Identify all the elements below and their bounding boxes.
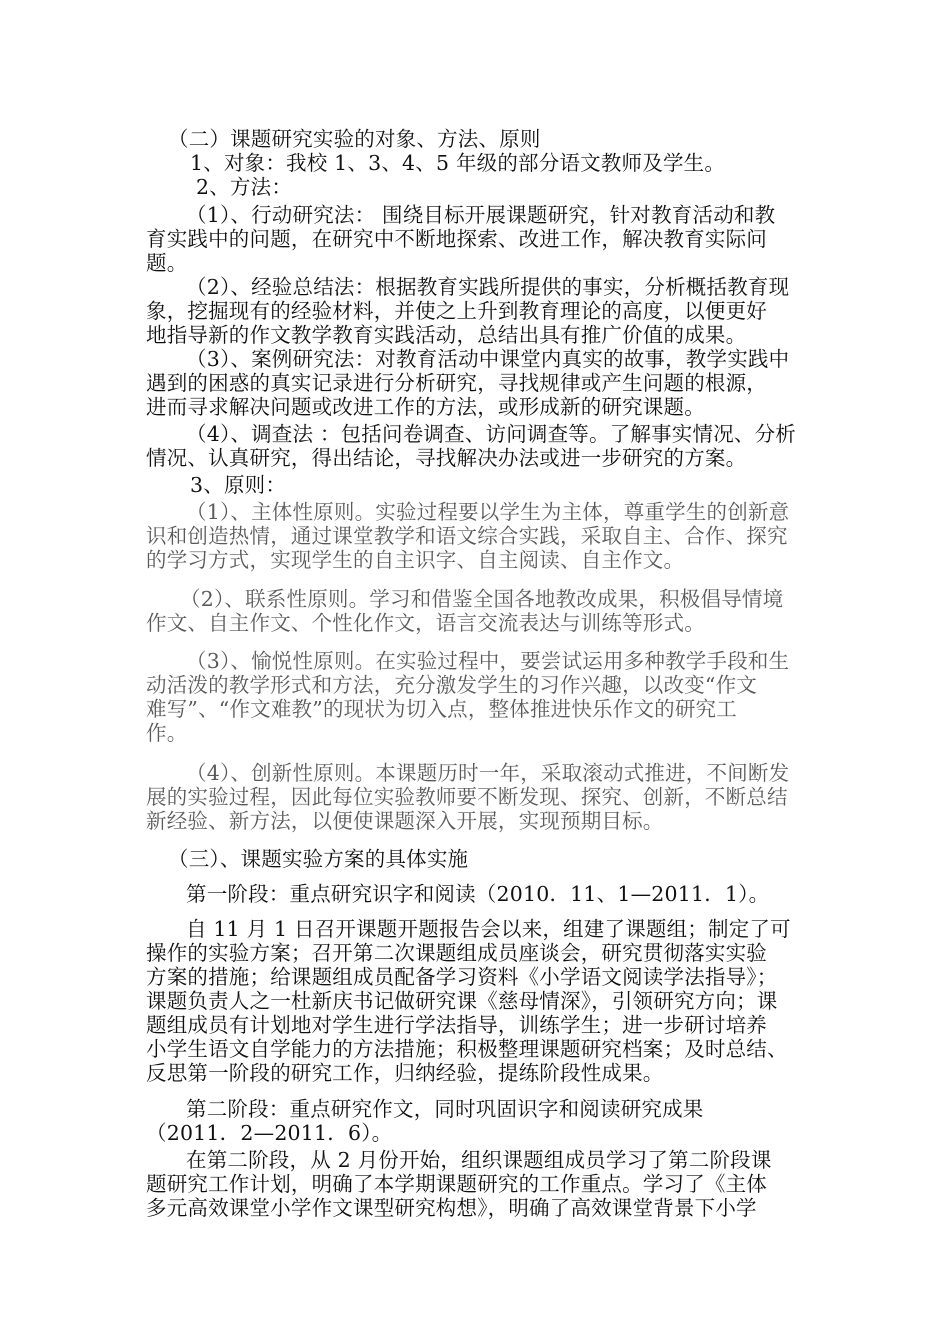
- principle3-line4: 作。: [146, 721, 188, 745]
- method1-line1: （1）、行动研究法： 围绕目标开展课题研究，针对教育活动和教: [186, 203, 776, 227]
- object-line: 1、对象：我校 1、3、4、5 年级的部分语文教师及学生。: [190, 151, 726, 175]
- stage1-body-line3: 方案的措施；给课题组成员配备学习资料《小学语文阅读学法指导》；: [146, 965, 778, 989]
- stage1-body-line5: 题组成员有计划地对学生进行学法指导，训练学生；进一步研讨培养: [146, 1013, 767, 1037]
- method4-line1: （4）、调查法 ：包括问卷调查、访问调查等。了解事实情况、分析: [186, 422, 797, 446]
- method4-line2: 情况、认真研究，得出结论，寻找解决办法或进一步研究的方案。: [146, 446, 747, 470]
- principle2-line1: （2）、联系性原则。学习和借鉴全国各地教改成果，积极倡导情境: [180, 587, 784, 611]
- method1-line2: 育实践中的问题，在研究中不断地探索、改进工作，解决教育实际问: [146, 227, 767, 251]
- method1-line3: 题。: [146, 251, 188, 275]
- method2-line1: （2）、经验总结法：根据教育实践所提供的事实，分析概括教育现: [186, 275, 790, 299]
- principle4-line2: 展的实验过程，因此每位实验教师要不断发现、探究、创新，不断总结: [146, 785, 788, 809]
- stage2-title-line1: 第二阶段：重点研究作文，同时巩固识字和阅读研究成果: [186, 1097, 704, 1121]
- stage2-body-line3: 多元高效课堂小学作文课型研究构想》，明确了高效课堂背景下小学: [146, 1196, 757, 1220]
- stage1-body-line4: 课题负责人之一杜新庆书记做研究课《慈母情深》，引领研究方向；课: [146, 989, 778, 1013]
- methods-heading: 2、方法：: [196, 175, 293, 199]
- principle4-line3: 新经验、新方法，以便使课题深入开展，实现预期目标。: [146, 809, 664, 833]
- stage2-body-line2: 题研究工作计划，明确了本学期课题研究的工作重点。学习了《主体: [146, 1172, 767, 1196]
- stage1-body-line2: 操作的实验方案；召开第二次课题组成员座谈会，研究贯彻落实实验: [146, 941, 767, 965]
- stage2-title-line2: （2011．2—2011．6）。: [146, 1121, 393, 1145]
- method3-line3: 进而寻求解决问题或改进工作的方法，或形成新的研究课题。: [146, 395, 705, 419]
- principle3-line2: 动活泼的教学形式和方法，充分激发学生的习作兴趣，以改变“作文: [146, 673, 757, 697]
- section-heading-2: （二）课题研究实验的对象、方法、原则: [168, 127, 541, 151]
- method3-line2: 遇到的困惑的真实记录进行分析研究，寻找规律或产生问题的根源，: [146, 371, 767, 395]
- method3-line1: （3）、案例研究法：对教育活动中课堂内真实的故事，教学实践中: [186, 347, 790, 371]
- principle1-line1: （1）、主体性原则。实验过程要以学生为主体，尊重学生的创新意: [186, 500, 790, 524]
- stage1-body-line1: 自 11 月 1 日召开课题开题报告会以来，组建了课题组；制定了可: [186, 917, 791, 941]
- method2-line2: 象，挖掘现有的经验材料，并使之上升到教育理论的高度，以便更好: [146, 299, 767, 323]
- principle2-line2: 作文、自主作文、个性化作文，语言交流表达与训练等形式。: [146, 611, 705, 635]
- stage2-body-line1: 在第二阶段，从 2 月份开始，组织课题组成员学习了第二阶段课: [186, 1148, 772, 1172]
- principles-heading: 3、原则：: [190, 473, 287, 497]
- principle3-line1: （3）、愉悦性原则。在实验过程中，要尝试运用多种教学手段和生: [186, 649, 790, 673]
- stage1-body-line6: 小学生语文自学能力的方法措施；积极整理课题研究档案；及时总结、: [146, 1037, 788, 1061]
- stage1-body-line7: 反思第一阶段的研究工作，归纳经验，提练阶段性成果。: [146, 1061, 664, 1085]
- principle1-line2: 识和创造热情，通过课堂教学和语文综合实践，采取自主、合作、探究: [146, 524, 788, 548]
- principle4-line1: （4）、创新性原则。本课题历时一年，采取滚动式推进，不间断发: [186, 761, 790, 785]
- principle1-line3: 的学习方式，实现学生的自主识字、自主阅读、自主作文。: [146, 548, 685, 572]
- stage1-title: 第一阶段：重点研究识字和阅读（2010．11、1—2011．1）。: [186, 882, 770, 906]
- principle3-line3: 难写”、“作文难教”的现状为切入点，整体推进快乐作文的研究工: [146, 697, 737, 721]
- section-heading-3: （三）、课题实验方案的具体实施: [168, 847, 469, 871]
- method2-line3: 地指导新的作文教学教育实践活动，总结出具有推广价值的成果。: [146, 323, 747, 347]
